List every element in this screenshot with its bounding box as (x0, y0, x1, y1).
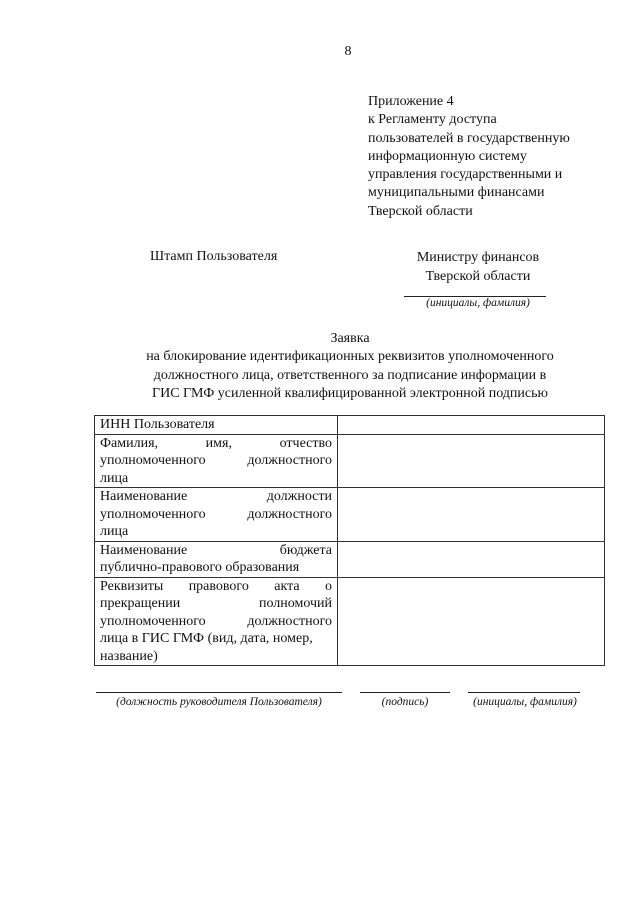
appendix-header (368, 93, 628, 221)
appendix-line: управления государственными и (368, 167, 563, 183)
field-label-line (100, 452, 332, 470)
field-label-word: должностного (247, 613, 332, 629)
field-label-word: о (324, 578, 332, 594)
field-label-word: прекращении (100, 596, 181, 611)
field-label-line (100, 630, 332, 648)
appendix-line: Приложение 4 (368, 94, 454, 109)
field-label-word: Наименование (100, 542, 188, 558)
heading-line: ГИС ГМФ усиленной квалифицированной электронной подписью (152, 385, 548, 401)
table-row (95, 488, 605, 542)
field-label-line (100, 542, 332, 560)
field-value-cell[interactable] (338, 416, 605, 435)
heading-line: должностного лица, ответственного за подписание информации в (153, 367, 547, 383)
field-value-cell[interactable] (338, 434, 605, 488)
field-label-word: правового (188, 578, 249, 594)
field-label-cell (95, 434, 338, 488)
field-label-word: уполномоченного (100, 506, 206, 522)
field-label-word: имя, (205, 435, 232, 451)
addressee-caption: (инициалы, фамилия) (426, 297, 530, 309)
addressee-line: Тверской области (425, 268, 531, 284)
field-label-word: отчество (279, 435, 332, 451)
appendix-line: информационную систему (368, 148, 527, 164)
table-row (95, 577, 605, 666)
field-label-line (100, 470, 332, 488)
field-label-word: публично-правового образования (100, 560, 300, 575)
appendix-line: муниципальными финансами (368, 185, 545, 201)
signature-caption: (подпись) (381, 696, 429, 708)
field-value-cell[interactable] (338, 577, 605, 666)
name-caption: (инициалы, фамилия) (473, 696, 577, 708)
field-label-word: название) (100, 648, 158, 664)
field-label-word: лица (100, 524, 129, 539)
field-label-word: уполномоченного (100, 453, 206, 468)
field-label-line (100, 506, 332, 524)
field-label-line (100, 523, 332, 541)
field-value-cell[interactable] (338, 488, 605, 542)
field-label-word: должностного (247, 453, 332, 468)
table-row (95, 434, 605, 488)
field-label-word: Наименование (100, 489, 188, 504)
table-row (95, 541, 605, 577)
field-label-word: лица (100, 470, 129, 486)
table-row (95, 416, 605, 435)
field-label-word: должностного (247, 506, 332, 522)
signature-line (360, 692, 450, 693)
addressee-line: Министру финансов (416, 250, 540, 265)
field-label-cell (95, 541, 338, 577)
field-label-word: акта (274, 578, 300, 594)
page-number: 8 (344, 44, 352, 59)
field-label-word: лица в ГИС ГМФ (вид, дата, номер, (100, 631, 313, 646)
field-label-cell (95, 488, 338, 542)
field-label-cell (95, 577, 338, 666)
field-label-line (100, 488, 332, 506)
heading-line: на блокирование идентификационных реквизитов уполномоченного (146, 349, 554, 365)
position-caption: (должность руководителя Пользователя) (116, 696, 322, 708)
field-label-line (100, 648, 332, 666)
field-label-line (100, 435, 332, 453)
field-label-word: Фамилия, (100, 435, 159, 451)
document-heading (60, 330, 640, 403)
appendix-line: Тверской области (368, 203, 473, 219)
field-label-word: ИНН Пользователя (100, 417, 215, 432)
appendix-line: к Регламенту доступа (368, 112, 497, 128)
document-title: Заявка (330, 331, 370, 346)
request-form-table (94, 415, 605, 666)
addressee (398, 249, 558, 286)
name-line (468, 692, 580, 693)
field-label-word: Реквизиты (100, 578, 164, 594)
field-value-cell[interactable] (338, 541, 605, 577)
field-label-word: бюджета (279, 542, 332, 558)
field-label-line (100, 416, 332, 434)
field-label-line (100, 559, 332, 577)
user-stamp-label: Штамп Пользователя (150, 249, 278, 264)
field-label-line (100, 578, 332, 596)
field-label-line (100, 613, 332, 631)
field-label-cell (95, 416, 338, 435)
position-line (96, 692, 342, 693)
field-label-word: должности (266, 489, 332, 504)
appendix-line: пользователей в государственную (368, 130, 570, 146)
field-label-word: уполномоченного (100, 613, 206, 629)
field-label-word: полномочий (258, 596, 332, 611)
field-label-line (100, 595, 332, 613)
